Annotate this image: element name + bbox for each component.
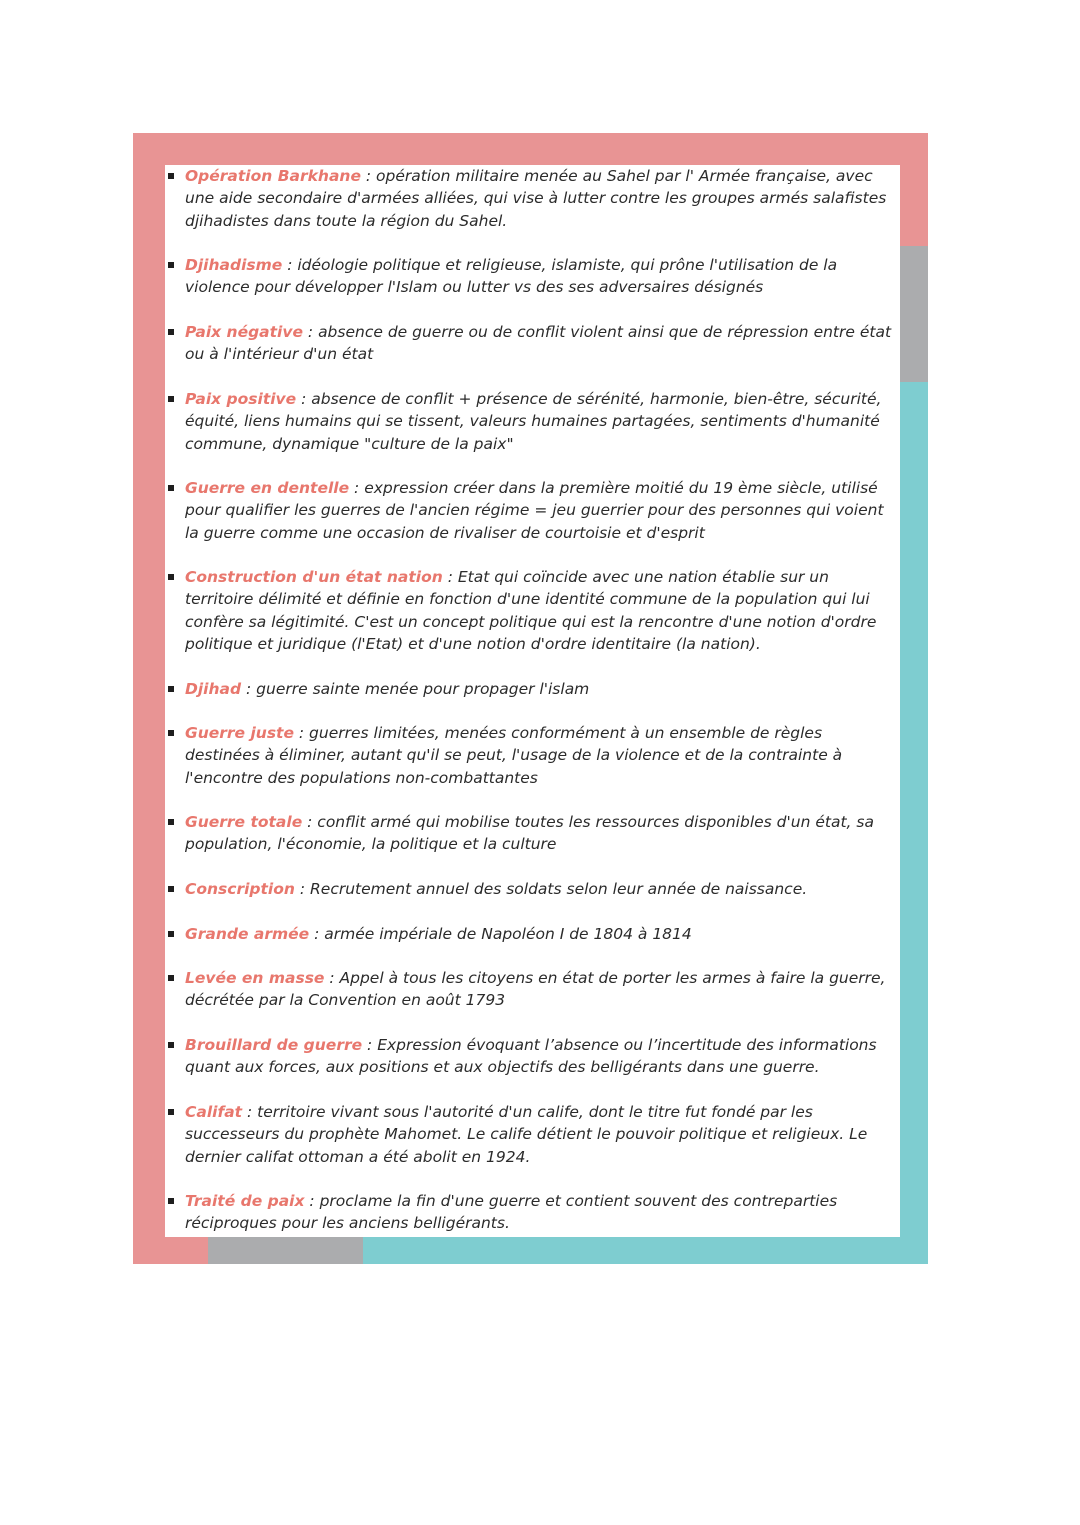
term-separator: :	[349, 479, 365, 497]
entry-text	[185, 321, 897, 366]
term-label: Opération Barkhane	[185, 167, 361, 185]
bullet-square-icon	[168, 686, 174, 692]
term-label: Conscription	[185, 880, 295, 898]
term-definition: guerre sainte menée pour propager l'islam	[256, 680, 590, 698]
frame-bottom-band-grey	[208, 1237, 363, 1264]
term-label: Paix positive	[185, 390, 297, 408]
entry-text	[185, 878, 897, 900]
frame-left-band	[133, 133, 165, 1264]
term-separator: :	[241, 680, 257, 698]
term-definition: guerres limitées, menées conformément à un ensemble de règles destinées à éliminer, autant qu'il se peut, l'usage de la violence et de la contrainte à l'encontre des populations non-combattantes	[185, 724, 843, 787]
entry-text	[185, 678, 897, 700]
bullet-square-icon	[168, 173, 174, 179]
entry-text	[185, 811, 897, 856]
term-label: Construction d'un état nation	[185, 568, 443, 586]
term-separator: :	[304, 1192, 320, 1210]
term-label: Guerre juste	[185, 724, 294, 742]
term-separator: :	[296, 390, 312, 408]
bullet-square-icon	[168, 329, 174, 335]
bullet-square-icon	[168, 1042, 174, 1048]
bullet-square-icon	[168, 396, 174, 402]
term-label: Califat	[185, 1103, 243, 1121]
term-definition: territoire vivant sous l'autorité d'un calife, dont le titre fut fondé par les successeurs du prophète Mahomet. Le calife détient le pouvoir politique et religieux. Le dernier califat ottoman a été abolit en 1924.	[185, 1103, 868, 1166]
bullet-square-icon	[168, 975, 174, 981]
term-separator: :	[302, 323, 319, 341]
entry-text	[185, 1034, 897, 1079]
glossary-card	[165, 165, 900, 1237]
term-definition: proclame la fin d'une guerre et contient souvent des contreparties réciproques pour les anciens belligérants.	[185, 1192, 838, 1233]
term-label: Grande armée	[185, 925, 310, 943]
bullet-square-icon	[168, 931, 174, 937]
entry-text	[185, 254, 897, 299]
term-label: Traité de paix	[185, 1192, 305, 1210]
term-separator: :	[362, 1036, 378, 1054]
term-label: Djihadisme	[185, 256, 283, 274]
frame-right-band-pink	[900, 133, 928, 246]
term-separator: :	[442, 568, 458, 586]
term-separator: :	[294, 880, 311, 898]
frame-right-band-teal	[900, 382, 928, 1264]
entry-text	[185, 388, 897, 455]
term-label: Guerre en dentelle	[185, 479, 350, 497]
entry-text	[185, 923, 897, 945]
bullet-square-icon	[168, 819, 174, 825]
bullet-square-icon	[168, 485, 174, 491]
entry-text	[185, 1101, 897, 1168]
term-definition: absence de guerre ou de conflit violent ainsi que de répression entre état ou à l'intérieur d'un état	[185, 323, 892, 364]
term-definition: conflit armé qui mobilise toutes les ressources disponibles d'un état, sa population, l'économie, la politique et la culture	[185, 813, 874, 854]
entry-text	[185, 165, 897, 232]
term-separator: :	[293, 724, 310, 742]
bullet-square-icon	[168, 1109, 174, 1115]
entry-text	[185, 722, 897, 789]
term-definition: absence de conflit + présence de sérénité, harmonie, bien-être, sécurité, équité, liens humains qui se tissent, valeurs humaines partagées, sentiments d'humanité commune, dynamique "culture de la paix"	[185, 390, 882, 453]
frame-bottom-band-pink	[133, 1237, 208, 1264]
term-separator: :	[302, 813, 318, 831]
term-definition: Appel à tous les citoyens en état de porter les armes à faire la guerre, décrétée par la Convention en août 1793	[185, 969, 886, 1010]
term-definition: opération militaire menée au Sahel par l' Armée française, avec une aide secondaire d'armées alliées, qui vise à lutter contre les groupes armés salafistes djihadistes dans toute la région du Sahel.	[185, 167, 887, 230]
term-definition: armée impériale de Napoléon I de 1804 à 1814	[324, 925, 692, 943]
entry-text	[185, 1190, 897, 1235]
bullet-square-icon	[168, 262, 174, 268]
term-label: Paix négative	[185, 323, 303, 341]
bullet-square-icon	[168, 730, 174, 736]
term-separator: :	[309, 925, 325, 943]
frame-right-band-grey	[900, 246, 928, 382]
term-label: Levée en masse	[185, 969, 325, 987]
term-label: Djihad	[185, 680, 242, 698]
frame-bottom-band-teal	[363, 1237, 928, 1264]
bullet-square-icon	[168, 574, 174, 580]
term-label: Brouillard de guerre	[185, 1036, 363, 1054]
term-separator: :	[324, 969, 340, 987]
entry-text	[185, 566, 897, 655]
frame-top-band	[133, 133, 928, 165]
term-separator: :	[282, 256, 298, 274]
term-label: Guerre totale	[185, 813, 303, 831]
bullet-square-icon	[168, 1198, 174, 1204]
term-definition: idéologie politique et religieuse, islamiste, qui prône l'utilisation de la violence pour développer l'Islam ou lutter vs des ses adversaires désignés	[185, 256, 838, 297]
term-definition: expression créer dans la première moitié du 19 ème siècle, utilisé pour qualifier les guerres de l'ancien régime = jeu guerrier pour des personnes qui voient la guerre comme une occasion de rivaliser de courtoisie et d'esprit	[185, 479, 884, 542]
term-definition: Expression évoquant l’absence ou l’incertitude des informations quant aux forces, aux positions et aux objectifs des belligérants dans une guerre.	[185, 1036, 877, 1077]
term-definition: Etat qui coïncide avec une nation établie sur un territoire délimité et définie en fonction d'une identité commune de la population qui lui confère sa légitimité. C'est un concept politique qui est la rencontre d'une notion d'ordre politique et juridique (l'Etat) et d'une notion d'ordre identitaire (la nation).	[185, 568, 877, 653]
entry-text	[185, 477, 897, 544]
term-separator: :	[242, 1103, 258, 1121]
bullet-square-icon	[168, 886, 174, 892]
entry-text	[185, 967, 897, 1012]
term-definition: Recrutement annuel des soldats selon leur année de naissance.	[310, 880, 808, 898]
term-separator: :	[360, 167, 377, 185]
